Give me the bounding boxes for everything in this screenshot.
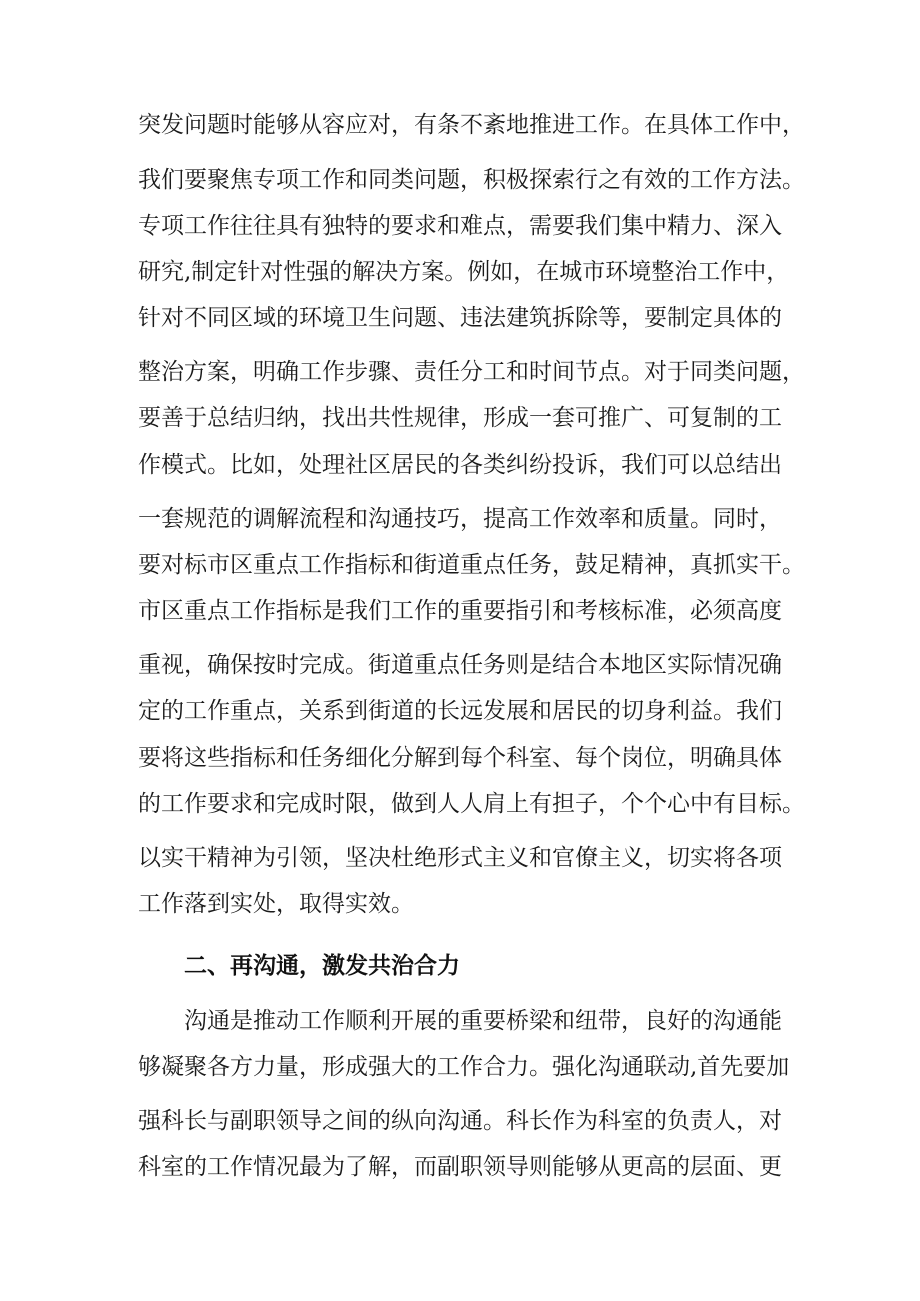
text-line: 突发问题时能够从容应对，有条不紊地推进工作。在具体工作中， bbox=[138, 112, 805, 138]
text-line: 市区重点工作指标是我们工作的重要指引和考核标准，必须高度 bbox=[138, 598, 782, 624]
text-line: 针对不同区域的环境卫生问题、违法建筑拆除等，要制定具体的 bbox=[138, 305, 782, 331]
section-heading: 二、再沟通，激发共治合力 bbox=[184, 953, 460, 979]
text-line: 要将这些指标和任务细化分解到每个科室、每个岗位，明确具体 bbox=[138, 745, 782, 771]
text-line: 一套规范的调解流程和沟通技巧，提高工作效率和质量。同时， bbox=[138, 506, 782, 532]
text-line: 专项工作往往具有独特的要求和难点，需要我们集中精力、深入 bbox=[138, 213, 782, 239]
text-line: 科室的工作情况最为了解，而副职领导则能够从更高的层面、更 bbox=[138, 1154, 782, 1180]
text-line: 研究,制定针对性强的解决方案。例如，在城市环境整治工作中， bbox=[138, 259, 790, 285]
text-line: 重视，确保按时完成。街道重点任务则是结合本地区实际情况确 bbox=[138, 652, 782, 678]
text-line: 定的工作重点，关系到街道的长远发展和居民的切身利益。我们 bbox=[138, 698, 782, 724]
text-line: 整治方案，明确工作步骤、责任分工和时间节点。对于同类问题， bbox=[138, 359, 805, 385]
text-line: 要善于总结归纳，找出共性规律，形成一套可推广、可复制的工 bbox=[138, 405, 782, 431]
text-line: 够凝聚各方力量，形成强大的工作合力。强化沟通联动,首先要加 bbox=[138, 1054, 790, 1080]
text-line: 强科长与副职领导之间的纵向沟通。科长作为科室的负责人，对 bbox=[138, 1108, 782, 1134]
text-line: 要对标市区重点工作指标和街道重点任务，鼓足精神，真抓实干。 bbox=[138, 552, 805, 578]
text-line: 我们要聚焦专项工作和同类问题，积极探索行之有效的工作方法。 bbox=[138, 167, 805, 193]
text-line: 以实干精神为引领，坚决杜绝形式主义和官僚主义，切实将各项 bbox=[138, 845, 782, 871]
text-line: 作模式。比如，处理社区居民的各类纠纷投诉，我们可以总结出 bbox=[138, 452, 782, 478]
text-line: 的工作要求和完成时限，做到人人肩上有担子，个个心中有目标。 bbox=[138, 791, 805, 817]
text-line: 工作落到实处，取得实效。 bbox=[138, 891, 414, 917]
text-line: 沟通是推动工作顺利开展的重要桥梁和纽带，良好的沟通能 bbox=[184, 1008, 782, 1034]
